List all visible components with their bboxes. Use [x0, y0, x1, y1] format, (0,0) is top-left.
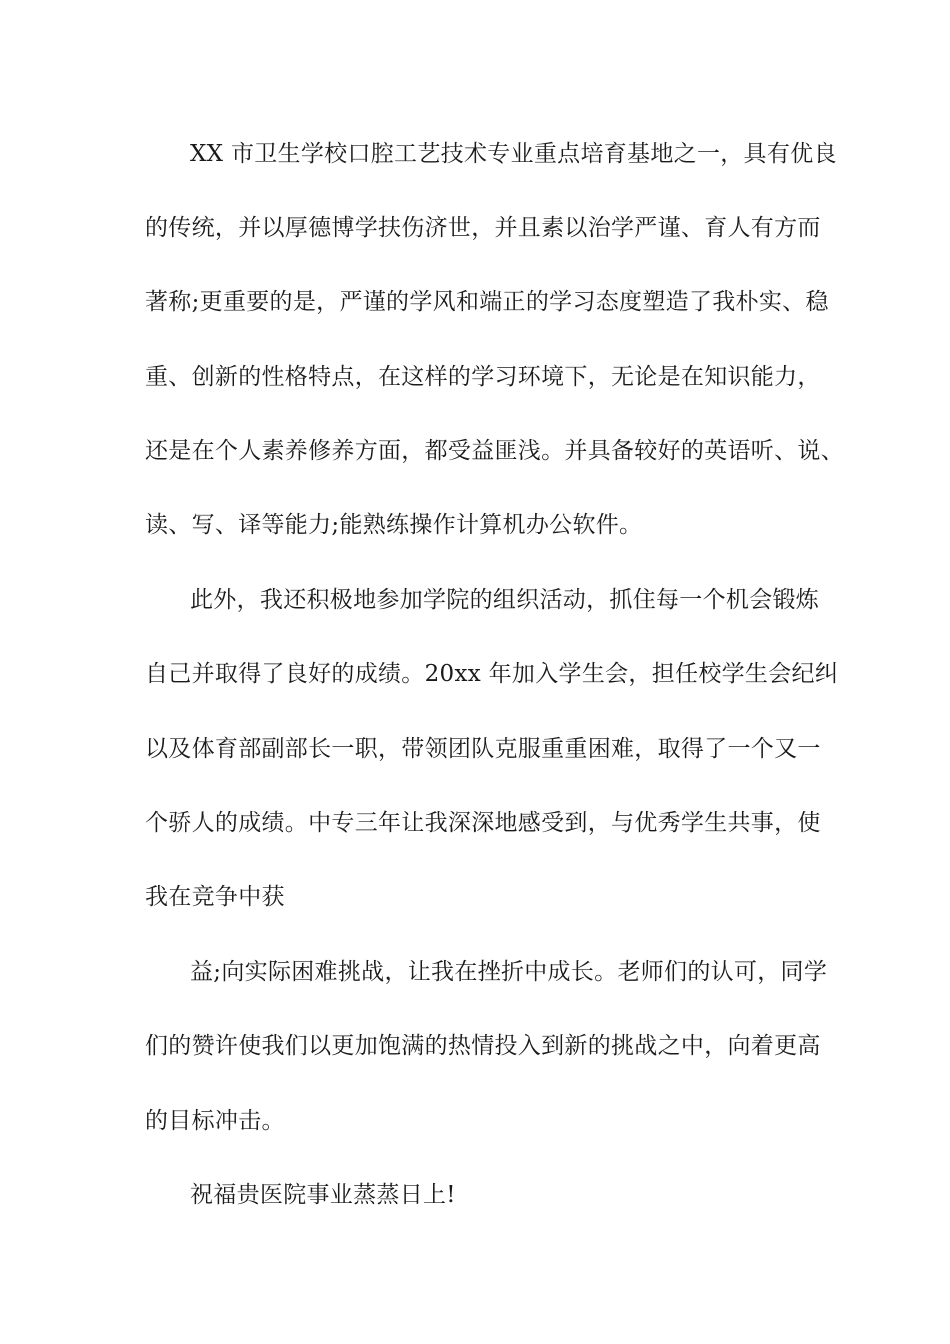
paragraph-2-line-1: 此外，我还积极地参加学院的组织活动，抓住每一个机会锻炼 — [190, 587, 820, 613]
paragraph-1-line-4: 重、创新的性格特点，在这样的学习环境下，无论是在知识能力， — [145, 364, 821, 390]
paragraph-2-line-4: 个骄人的成绩。中专三年让我深深地感受到，与优秀学生共事，使 — [145, 810, 821, 836]
closing-line: 祝福贵医院事业蒸蒸日上! — [190, 1182, 456, 1208]
paragraph-1-line-3: 著称;更重要的是，严谨的学风和端正的学习态度塑造了我朴实、稳 — [145, 289, 829, 315]
paragraph-3-line-2: 们的赞许使我们以更加饱满的热情投入到新的挑战之中，向着更高 — [145, 1033, 821, 1059]
paragraph-1-line-6: 读、写、译等能力;能熟练操作计算机办公软件。 — [145, 512, 643, 538]
paragraph-3-line-3: 的目标冲击。 — [145, 1108, 285, 1134]
paragraph-2-line-5: 我在竞争中获 — [145, 884, 285, 910]
paragraph-3-line-1: 益;向实际困难挑战，让我在挫折中成长。老师们的认可，同学 — [190, 959, 828, 985]
paragraph-2-line-2: 自己并取得了良好的成绩。20xx 年加入学生会，担任校学生会纪纠 — [145, 661, 839, 687]
paragraph-1-line-2: 的传统，并以厚德博学扶伤济世，并且素以治学严谨、育人有方而 — [145, 215, 821, 241]
paragraph-1-line-1: XX 市卫生学校口腔工艺技术专业重点培育基地之一，具有优良 — [190, 141, 837, 167]
paragraph-1-line-5: 还是在个人素养修养方面，都受益匪浅。并具备较好的英语听、说、 — [145, 438, 844, 464]
paragraph-2-line-3: 以及体育部副部长一职，带领团队克服重重困难，取得了一个又一 — [145, 736, 821, 762]
